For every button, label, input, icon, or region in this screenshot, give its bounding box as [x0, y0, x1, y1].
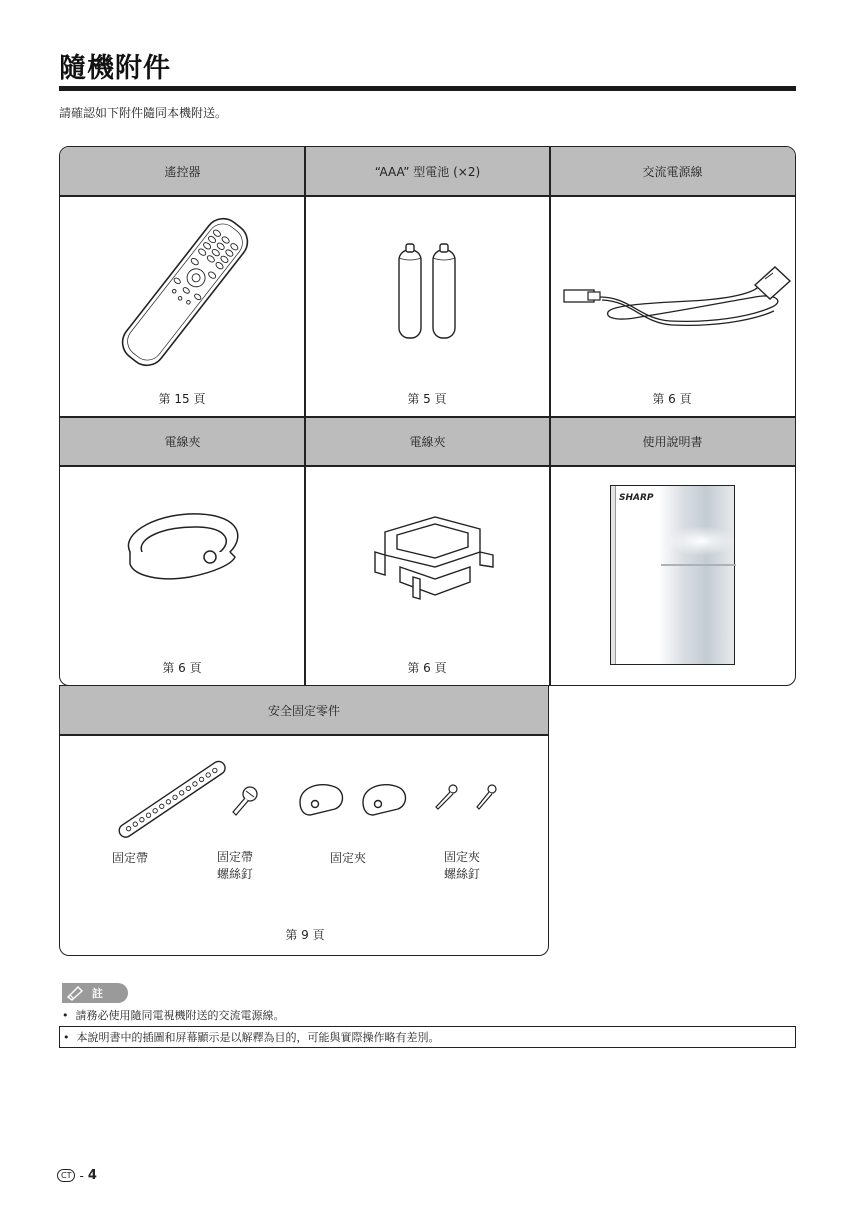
page-footer [57, 1168, 97, 1183]
manual-header: 使用說明書 [550, 417, 795, 466]
accessories-table [59, 146, 796, 686]
clamp-screws-illustration [432, 783, 502, 813]
batteries-page-ref: 第 5 頁 [407, 392, 447, 406]
strap-screw-illustration [230, 785, 260, 817]
title-rule [59, 86, 796, 91]
region-badge: CT [57, 1169, 75, 1182]
safety-parts-page-ref: 第 9 頁 [285, 928, 325, 942]
ac-cord-illustration [560, 257, 790, 342]
cable-clamp-2-illustration [365, 507, 500, 602]
strap-screw-label: 固定帶 螺絲釘 [216, 850, 253, 881]
note-line-2: • 本說明書中的插圖和屏幕顯示是以解釋為目的，可能與實際操作略有差別。 [59, 1026, 796, 1048]
clamp-label: 固定夾 [329, 851, 366, 865]
note-line-1: • 請務必使用隨同電視機附送的交流電源線。 [62, 1009, 285, 1022]
bullet-icon: • [62, 1009, 76, 1022]
remote-page-ref: 第 15 頁 [158, 392, 206, 406]
page-number: 4 [87, 1168, 97, 1183]
batteries-illustration [395, 242, 465, 342]
remote-control-illustration [110, 212, 260, 372]
page-title: 隨機附件 [59, 53, 171, 84]
manual-illustration [610, 485, 735, 665]
intro-text: 請確認如下附件隨同本機附送。 [59, 106, 228, 120]
safety-parts-header: 安全固定零件 [60, 686, 548, 734]
clamp-screw-label: 固定夾 螺絲釘 [443, 850, 480, 881]
strap-label: 固定帶 [111, 851, 148, 865]
footer-separator: - [79, 1168, 84, 1183]
strap-illustration [115, 760, 230, 840]
note-badge [62, 983, 128, 1003]
note-label: 註 [92, 987, 103, 1000]
cable-clamp-1-header: 電線夾 [60, 417, 305, 466]
safety-parts-table [59, 685, 549, 956]
remote-header: 遙控器 [60, 147, 305, 196]
clamp-2-page-ref: 第 6 頁 [407, 661, 447, 675]
cable-clamp-2-header: 電線夾 [305, 417, 550, 466]
ac-cord-header: 交流電源線 [550, 147, 795, 196]
batteries-header: “AAA” 型電池 (×2) [305, 147, 550, 196]
pencil-icon [66, 986, 84, 1000]
safety-clamp-illustration [295, 777, 410, 819]
bullet-icon: • [63, 1030, 77, 1044]
ac-cord-page-ref: 第 6 頁 [652, 392, 692, 406]
cable-clamp-1-illustration [120, 502, 250, 592]
manual-brand: SHARP [619, 493, 654, 503]
clamp-1-page-ref: 第 6 頁 [162, 661, 202, 675]
